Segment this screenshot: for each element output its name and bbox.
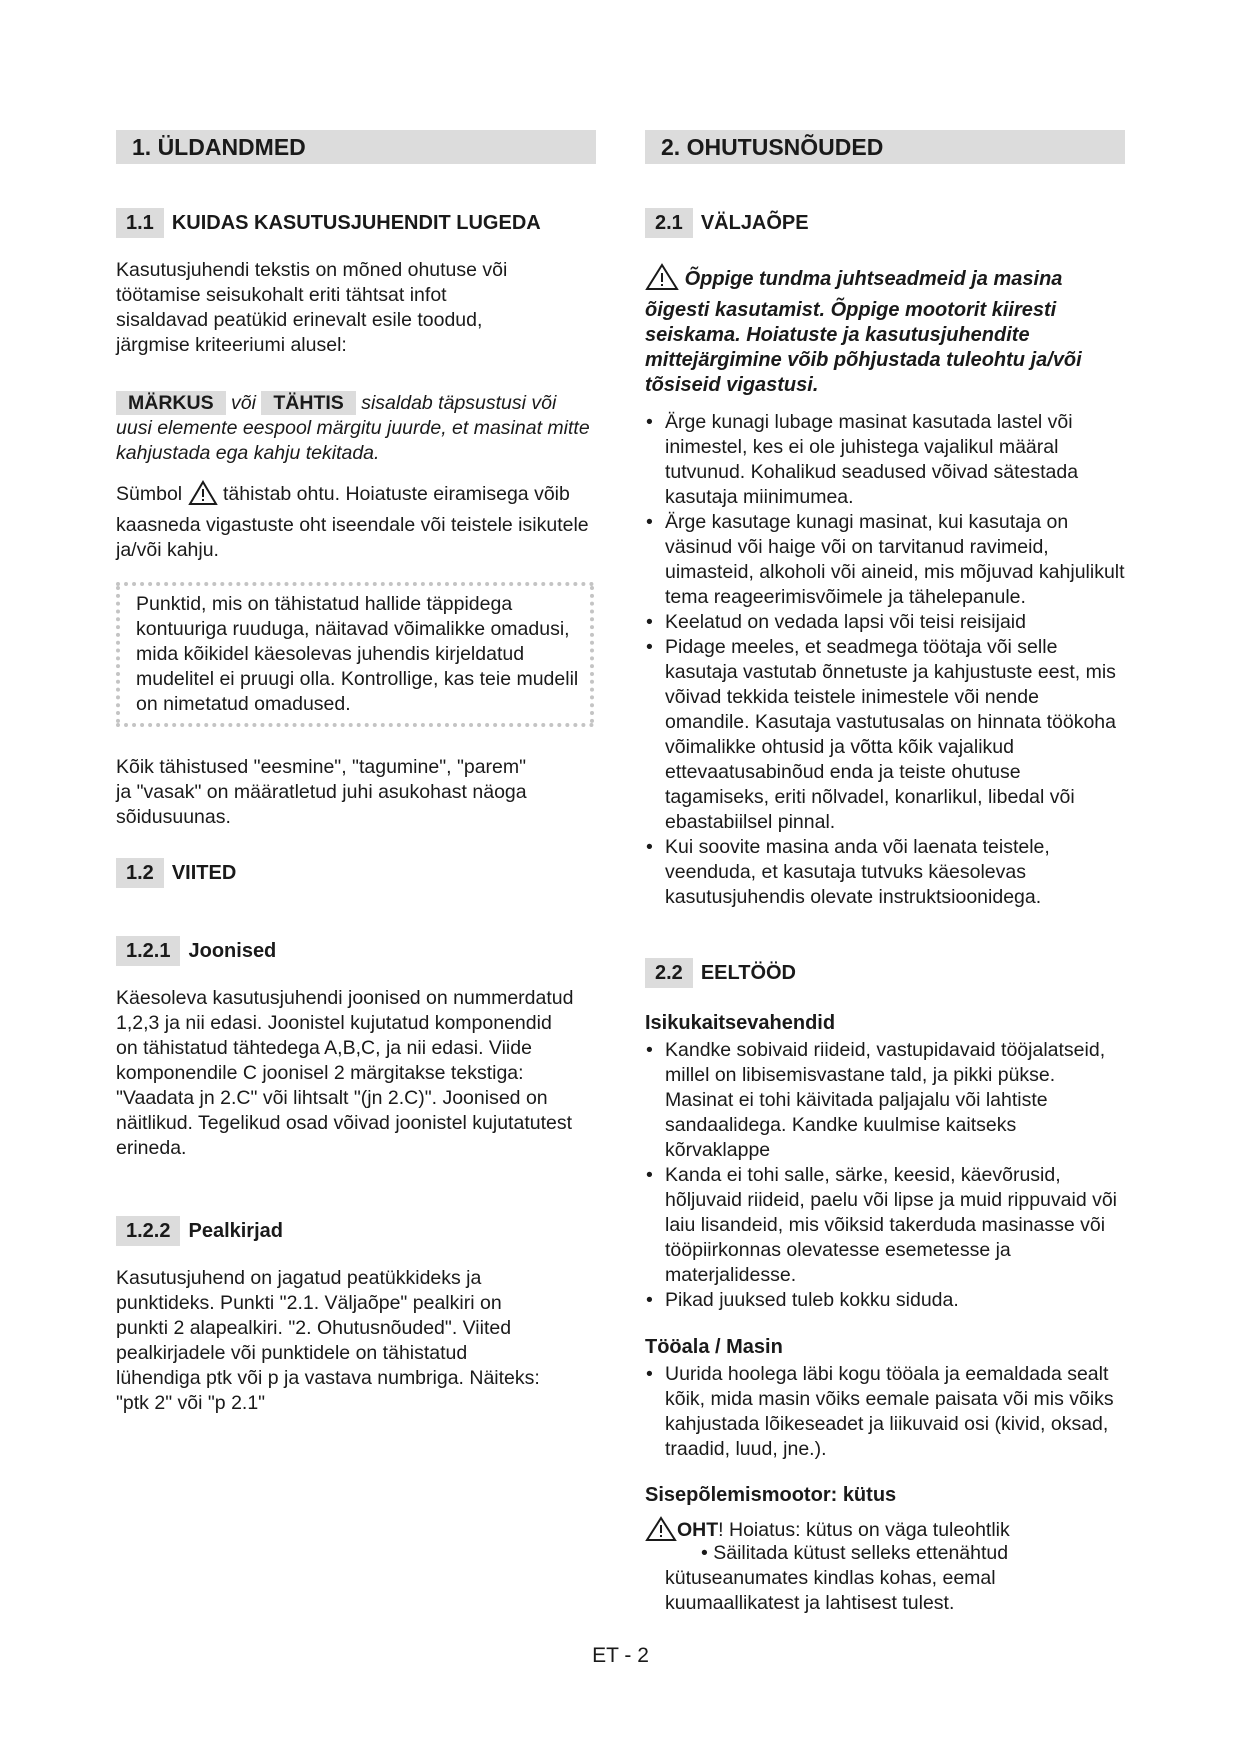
pealkirjad-paragraph: Kasutusjuhend on jagatud peatükkideks ja punktideks. Punkti "2.1. Väljaõpe" pealkiri on punkti 2 alapealkiri. "2. Ohutusnõuded". Viited pealkirjadele või punktidele on tähistatud lühendiga ptk või p ja vastava numbriga. Näiteks: "ptk 2" või "p 2.1" <box>116 1267 540 1414</box>
notice-text: sisaldab täpsustusi või uusi elemente eespool märgitu juurde, et masinat mitte kahjustada ega kahju tekitada. <box>116 392 590 464</box>
joonised-paragraph: Käesoleva kasutusjuhendi joonised on nummerdatud 1,2,3 ja nii edasi. Joonistel kujutatud komponendid on tähistatud tähtedega A,B,C, ja nii edasi. Viide komponendile C joonisel 2 märgitakse tekstiga: "Vaadata jn 2.C" või lihtsalt "(jn 2.C)". Joonised on näitlikud. Tegelikud osad võivad joonistel kujutatutest erineda. <box>116 987 574 1159</box>
directions-paragraph: Kõik tähistused "eesmine", "tagumine", "parem" ja "vasak" on määratletud juhi asukohast näoga sõidusuunas. <box>116 756 527 828</box>
list-item: • Pidage meeles, et seadmega töötaja või selle kasutaja vastutab õnnetuste ja kahjustuste eest, mis võivad tekkida teistele inimestele või nende omandile. Kasutaja vastutusalas on hinnata töökoha võimalikke ohtusid ja võtta kõik vajalikud ettevaatusabinõud enda ja teiste ohutuse tagamiseks, eriti nõlvadel, konarlikul, libedal või ebastabiilsel pinnal. <box>645 635 1125 835</box>
tahtis-label: TÄHTIS <box>261 391 355 415</box>
heading-text: VÄLJAÕPE <box>700 211 809 234</box>
list-item: • Keelatud on vedada lapsi või teisi reisijaid <box>645 610 1125 635</box>
optional-features-text: Punktid, mis on tähistatud hallide täppidega kontuuriga ruuduga, näitavad võimalikke omadusi, mida kõikidel käesolevas juhendis kirjeldatud mudelitel ei pruugi olla. Kontrollige, kas teie mudelil on nimetatud omadused. <box>116 586 594 723</box>
list-item: • Ärge kasutage kunagi masinat, kui kasutaja on väsinud või haige või on tarvitanud ravimeid, uimasteid, alkoholi või aineid, mis mõjuvad kahjulikult tema reageerimisvõimele ja tähelepanule. <box>645 510 1125 610</box>
oht-label: OHT <box>677 1519 719 1541</box>
section-title-general: 1. ÜLDANDMED <box>116 130 596 164</box>
page-number: ET - 2 <box>592 1644 649 1667</box>
heading-2-1 <box>645 208 809 238</box>
heading-text: Joonised <box>188 939 277 962</box>
ppe-bullets <box>645 1038 1125 1313</box>
list-item: • Uurida hoolega läbi kogu tööala ja eemaldada sealt kõik, mida masin võiks eemale paisata või mis võiks kahjustada lõikeseadet ja liikuvaid osi (kivid, oksad, traadid, luud, jne.). <box>645 1362 1125 1462</box>
training-warning <box>645 263 1125 398</box>
warning-triangle-icon <box>645 263 679 298</box>
list-item: • Pikad juuksed tuleb kokku siduda. <box>645 1288 1125 1313</box>
bullet-mark: • <box>701 1542 714 1564</box>
heading-text: VIITED <box>171 861 237 884</box>
heading-text: KUIDAS KASUTUSJUHENDIT LUGEDA <box>171 211 541 234</box>
heading-2-2 <box>645 958 796 988</box>
heading-text: Pealkirjad <box>188 1219 283 1242</box>
heading-number: 2.2 <box>645 958 693 988</box>
heading-1-2-2 <box>116 1216 283 1246</box>
fuel-title: Sisepõlemismootor: kütus <box>645 1484 897 1506</box>
training-warning-text: Õppige tundma juhtseadmeid ja masina õigesti kasutamist. Õppige mootorit kiiresti seiskama. Hoiatuste ja kasutusjuhendite mittejärgimine võib põhjustada tuleohtu ja/või tõsiseid vigastusi. <box>645 268 1082 396</box>
section-title-safety: 2. OHUTUSNÕUDED <box>645 130 1125 164</box>
heading-text: EELTÖÖD <box>700 961 796 984</box>
heading-1-2 <box>116 858 236 888</box>
oht-text: ! Hoiatus: kütus on väga tuleohtlik <box>718 1519 1010 1541</box>
heading-number: 1.1 <box>116 208 164 238</box>
heading-number: 2.1 <box>645 208 693 238</box>
fuel-bullet-text: Säilitada kütust selleks ettenähtud kütuseanumates kindlas kohas, eemal kuumaallikatest ja lahtisest tulest. <box>665 1542 1009 1614</box>
notice-paragraph <box>116 391 596 466</box>
heading-1-1 <box>116 208 541 238</box>
heading-number: 1.2.2 <box>116 1216 180 1246</box>
list-item: • Kui soovite masina anda või laenata teistele, veenduda, et kasutaja tutvuks käesolevas kasutusjuhendis olevate instruktsioonidega. <box>645 835 1125 910</box>
heading-1-2-1 <box>116 936 276 966</box>
list-item: • Ärge kunagi lubage masinat kasutada lastel või inimestel, kes ei ole juhistega vajalikul määral tutvunud. Kohalikud seadused võivad sätestada kasutaja miinimumea. <box>645 410 1125 510</box>
warning-triangle-icon <box>188 480 218 513</box>
area-bullets <box>645 1362 1125 1462</box>
symbol-text: tähistab ohtu. Hoiatuste eiramisega võib kaasneda vigastuste oht iseendale või teistele isikutele ja/või kahju. <box>116 483 589 561</box>
area-title: Tööala / Masin <box>645 1336 783 1358</box>
list-item: • Kandke sobivaid riideid, vastupidavaid tööjalatseid, millel on libisemisvastane tald, ja pikki pükse. Masinat ei tohi käivitada paljajalu või lahtiste sandaalidega. Kandke kuulmise kaitseks kõrvaklappe <box>645 1038 1125 1163</box>
heading-number: 1.2.1 <box>116 936 180 966</box>
training-bullets <box>645 410 1125 910</box>
ppe-title: Isikukaitsevahendid <box>645 1012 836 1034</box>
intro-paragraph: Kasutusjuhendi tekstis on mõned ohutuse või töötamise seisukohalt eriti tähtsat infot sisaldavad peatükid erinevalt esile toodud, järgmise kriteeriumi alusel: <box>116 259 508 356</box>
heading-number: 1.2 <box>116 858 164 888</box>
optional-features-box <box>116 582 594 727</box>
voi-text: või <box>231 392 256 414</box>
symbol-paragraph <box>116 480 596 563</box>
list-item: • Kanda ei tohi salle, särke, keesid, käevõrusid, hõljuvaid riideid, paelu või lipse ja muid rippuvaid või laiu lisandeid, mis võiksid takerduda masinasse või tööpiirkonnas olevatesse esemetesse ja materjalidesse. <box>645 1163 1125 1288</box>
symbol-pre: Sümbol <box>116 483 183 505</box>
fuel-bullet <box>645 1541 1085 1616</box>
markus-label: MÄRKUS <box>116 391 226 415</box>
